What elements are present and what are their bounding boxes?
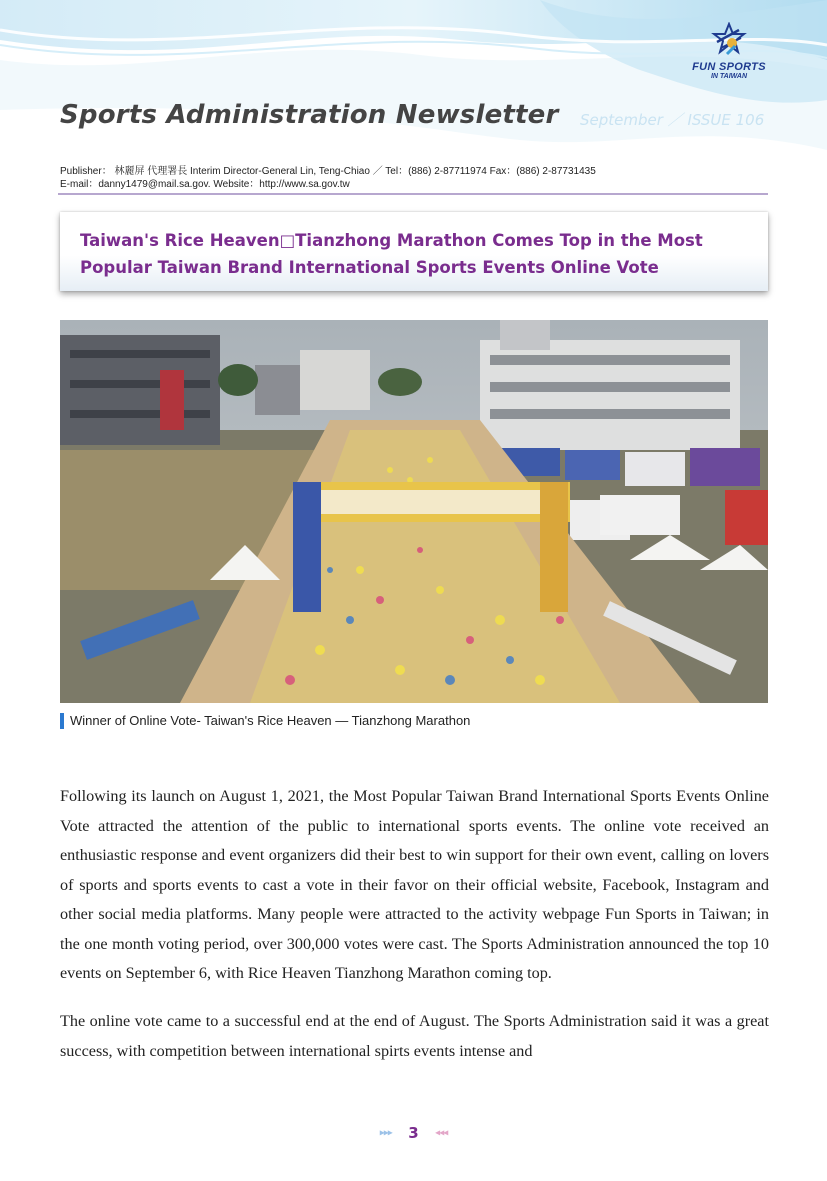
marathon-photo (60, 320, 768, 703)
fun-sports-logo (688, 22, 770, 92)
article-title-box (60, 212, 768, 291)
newsletter-masthead: Sports Administration Newsletter (60, 100, 559, 130)
header-divider (58, 193, 768, 195)
publisher-info (60, 165, 596, 191)
footer-arrows-right-icon: ◂◂◂ (435, 1127, 448, 1139)
contact-line: E-mail：danny1479@mail.sa.gov. Website：http://www.sa.gov.tw (60, 179, 350, 190)
body-paragraph-1: Following its launch on August 1, 2021, the Most Popular Taiwan Brand International Sports Events Online Vote attracted the attention of the public to international sports events. The online vote received an enthusiastic response and event organizers did their best to win support for their own event, calling on lovers of sports and sports events to cast a vote in their favor on their official website, Facebook, Instagram and other social media platforms. Many people were attracted to the activity webpage Fun Sports in Taiwan; in the one month voting period, over 300,000 votes were cast. The Sports Administration announced the top 10 events on September 6, with Rice Heaven Tianzhong Marathon coming top. (60, 787, 769, 982)
publisher-line: Publisher： 林麗屏 代理署長 Interim Director-General Lin, Teng-Chiao ／ Tel：(886) 2-87711974 Fax：(886) 2-87731435 (60, 166, 596, 177)
caption-accent-bar (60, 713, 64, 729)
page-footer (0, 1124, 827, 1142)
issue-label: September ／ ISSUE 106 (580, 111, 765, 129)
page-number: 3 (408, 1124, 419, 1142)
logo-main-text: FUN SPORTS (692, 61, 766, 73)
logo-sub-text: IN TAIWAN (710, 73, 748, 80)
runner-star-icon (709, 22, 749, 60)
footer-arrows-left-icon: ▸▸▸ (379, 1127, 392, 1139)
article-title: Taiwan's Rice Heaven□Tianzhong Marathon Comes Top in the Most Popular Taiwan Brand International Sports Events Online Vote (80, 231, 703, 277)
body-paragraph-2: The online vote came to a successful end at the end of August. The Sports Administration said it was a great success, with competition between international spirts events intense and (60, 1012, 769, 1060)
photo-caption: Winner of Online Vote- Taiwan's Rice Heaven — Tianzhong Marathon (70, 713, 471, 728)
